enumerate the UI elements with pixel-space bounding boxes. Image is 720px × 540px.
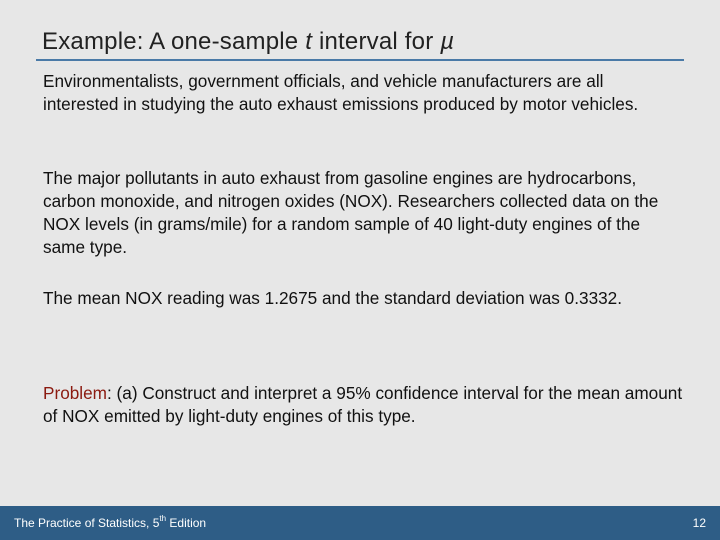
page-number: 12 bbox=[692, 516, 706, 530]
footer-book-title bbox=[14, 516, 206, 530]
problem-label: Problem bbox=[43, 383, 107, 403]
paragraph-intro: Environmentalists, government officials, and vehicle manufacturers are all interested in studying the auto exhaust emissions produced by motor vehicles. bbox=[43, 71, 639, 114]
footer-edition-superscript: th bbox=[159, 514, 167, 523]
title-underline bbox=[36, 59, 684, 61]
title-t-symbol: t bbox=[305, 28, 313, 55]
problem-text: : (a) Construct and interpret a 95% confidence interval for the mean amount of NOX emitted by light-duty engines of this type. bbox=[43, 383, 683, 426]
footer-book-name: The Practice of Statistics, 5 bbox=[14, 516, 160, 530]
title-middle: interval for bbox=[312, 28, 441, 55]
paragraph-pollutants: The major pollutants in auto exhaust from gasoline engines are hydrocarbons, carbon monoxide, and nitrogen oxides (NOX). Researchers collected data on the NOX levels (in grams/mile) for a random sample of 40 light-duty engines of the same type. bbox=[43, 168, 659, 257]
paragraph-statistics: The mean NOX reading was 1.2675 and the standard deviation was 0.3332. bbox=[43, 288, 623, 308]
footer-bar bbox=[0, 506, 720, 540]
title-mu-symbol: µ bbox=[440, 28, 455, 55]
slide-title bbox=[42, 28, 454, 56]
footer-edition-word: Edition bbox=[166, 516, 207, 530]
paragraph-problem bbox=[43, 382, 683, 428]
title-prefix: Example: A one-sample bbox=[42, 28, 306, 55]
